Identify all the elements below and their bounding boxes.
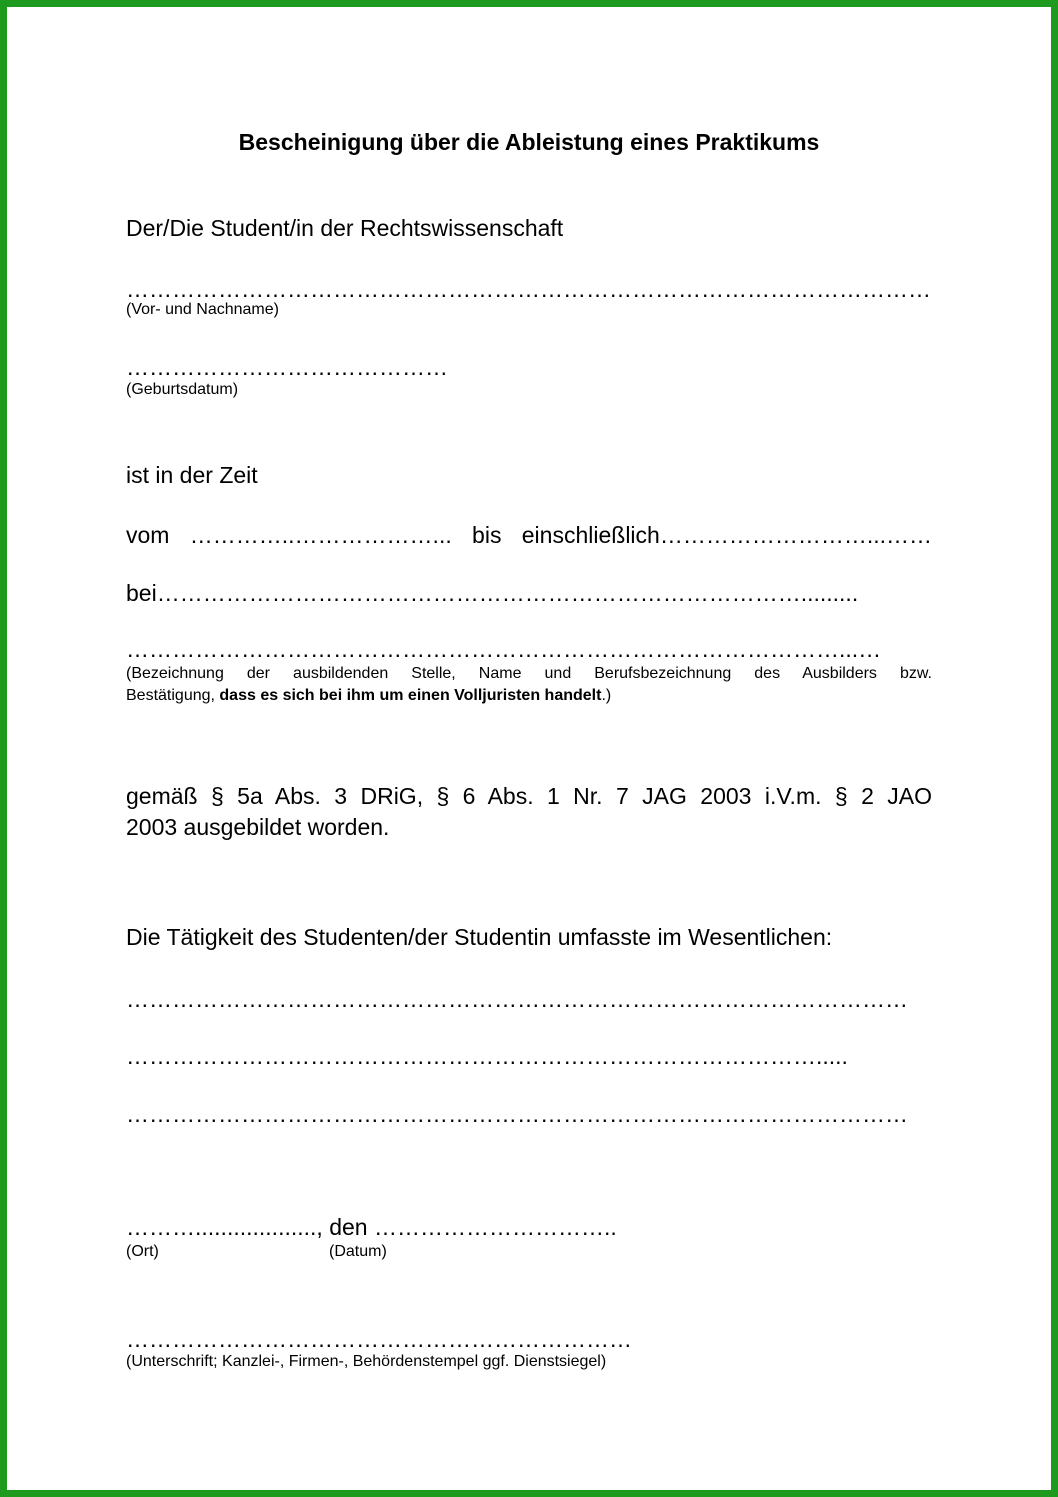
period-intro: ist in der Zeit: [126, 462, 258, 488]
signature-dotted-line: …………………………………………………………: [126, 1326, 632, 1352]
document-title: Bescheinigung über die Ableistung eines Praktikums: [238, 129, 820, 155]
signature-caption: (Unterschrift; Kanzlei-, Firmen-, Behördenstempel ggf. Dienstsiegel): [126, 1353, 607, 1370]
employer-caption-start: Bestätigung,: [126, 687, 220, 704]
employer-dotted-line: …………………………………………………………………………………...…: [126, 636, 882, 662]
activity-intro: Die Tätigkeit des Studenten/der Studentin umfasste im Wesentlichen:: [126, 924, 833, 950]
place-date-line: ………..................., den …………………………..: [126, 1214, 617, 1240]
employer-caption: [126, 663, 932, 707]
name-dotted-line: ……………………………………………………………………………………………: [126, 276, 931, 302]
name-caption: (Vor- und Nachname): [126, 301, 279, 318]
intro-text: Der/Die Student/in der Rechtswissenschaft: [126, 215, 564, 241]
birthdate-caption: (Geburtsdatum): [126, 381, 239, 398]
employer-caption-line1: (Bezeichnung der ausbildenden Stelle, Name und Berufsbezeichnung des Ausbilders bzw.: [126, 665, 932, 682]
activity-line-3: …………………………………………………………………………………………: [126, 1101, 908, 1127]
birthdate-dotted-line: ……………………………………: [126, 354, 448, 380]
employer-caption-end: .): [601, 687, 612, 704]
employer-caption-bold: dass es sich bei ihm um einen Volljuristen handelt: [219, 687, 602, 704]
employer-line: bei………………………………………………………………………….........: [126, 580, 859, 606]
activity-line-1: …………………………………………………………………………………………: [126, 986, 908, 1012]
legal-basis: [126, 781, 932, 843]
activity-line-2: ……………………………………………………………………………….....: [126, 1043, 848, 1069]
place-caption: (Ort): [126, 1243, 159, 1260]
legal-basis-line2: 2003 ausgebildet worden.: [126, 814, 390, 840]
date-caption: (Datum): [329, 1243, 387, 1260]
legal-basis-line1: gemäß § 5a Abs. 3 DRiG, § 6 Abs. 1 Nr. 7 JAG 2003 i.V.m. § 2 JAO: [126, 783, 932, 809]
period-line: vom …………..………………... bis einschließlich………………………...……: [126, 522, 932, 548]
employer-caption-line2: [126, 685, 932, 707]
